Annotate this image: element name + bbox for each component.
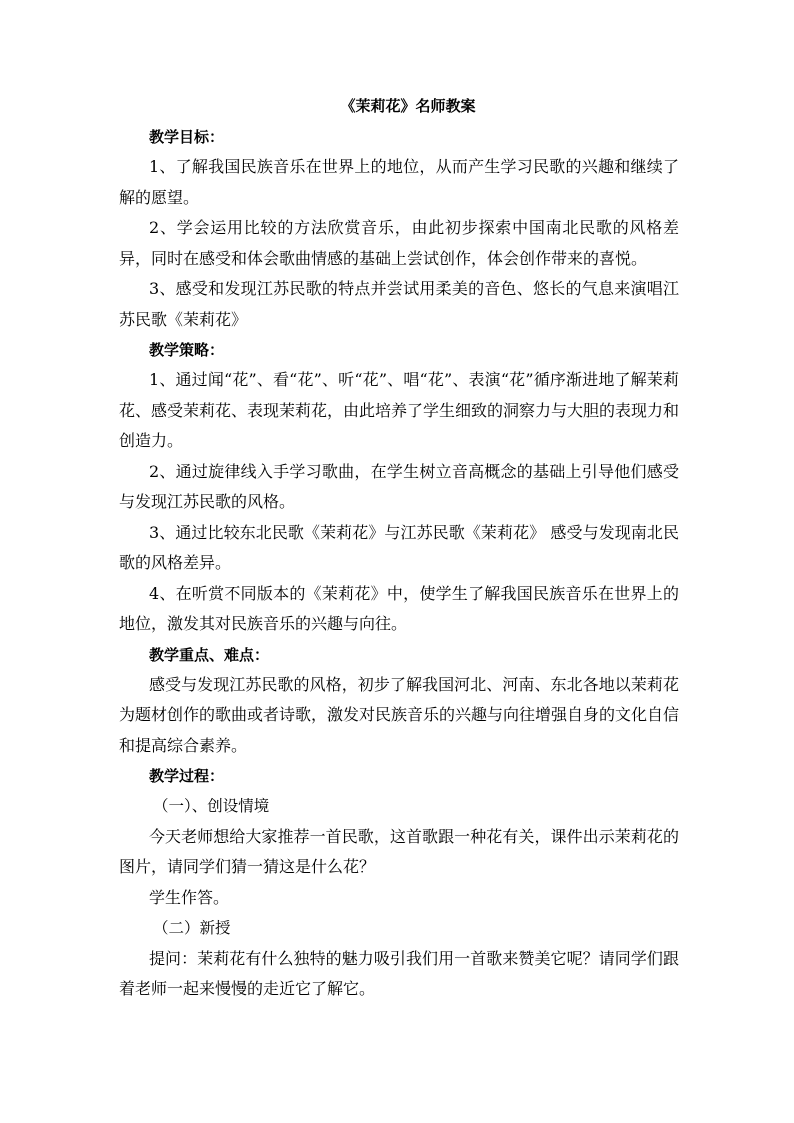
strategy-item-4: 4、在听赏不同版本的《茉莉花》中，使学生了解我国民族音乐在世界上的地位，激发其对民族音乐的兴趣与向往。 [119,583,679,633]
process-step1-text: 今天老师想给大家推荐一首民歌，这首歌跟一种花有关，课件出示茉莉花的图片，请同学们猜一猜这是什么花？ [119,826,679,876]
section-heading-goals: 教学目标： [149,128,225,146]
strategy-item-2: 2、通过旋律线入手学习歌曲，在学生树立音高概念的基础上引导他们感受与发现江苏民歌的风格。 [119,461,679,511]
process-step1-answer: 学生作答。 [149,887,230,907]
process-step2-text: 提问：茉莉花有什么独特的魅力吸引我们用一首歌来赞美它呢？请同学们跟着老师一起来慢慢的走近它了解它。 [119,948,679,998]
strategy-item-1: 1、通过闻“花”、看“花”、听“花”、唱“花”、表演“花”循序渐进地了解茉莉花、感受茉莉花、表现茉莉花，由此培养了学生细致的洞察力与大胆的表现力和创造力。 [119,370,680,450]
goal-item-3: 3、感受和发现江苏民歌的特点并尝试用柔美的音色、悠长的气息来演唱江苏民歌《茉莉花》 [119,279,679,329]
goal-item-2: 2、学会运用比较的方法欣赏音乐，由此初步探索中国南北民歌的风格差异，同时在感受和体会歌曲情感的基础上尝试创作，体会创作带来的喜悦。 [119,218,679,268]
section-heading-process: 教学过程： [149,767,225,785]
process-step2-title: （二）新授 [153,919,231,937]
document-body [119,92,679,1005]
key-points-text: 感受与发现江苏民歌的风格，初步了解我国河北、河南、东北各地以茉莉花为题材创作的歌曲或者诗歌，激发对民族音乐的兴趣与向往增强自身的文化自信和提高综合素养。 [119,674,680,755]
section-heading-key-points: 教学重点、难点： [149,645,270,664]
goal-item-1: 1、了解我国民族音乐在世界上的地位，从而产生学习民歌的兴趣和继续了解的愿望。 [119,157,679,207]
process-step1-title: （一）、创设情境 [153,797,270,815]
section-heading-strategy: 教学策略： [149,341,225,359]
strategy-item-3: 3、通过比较东北民歌《茉莉花》与江苏民歌《茉莉花》 感受与发现南北民歌的风格差异。 [119,522,679,572]
document-title: 《茉莉花》名师教案 [340,97,476,115]
